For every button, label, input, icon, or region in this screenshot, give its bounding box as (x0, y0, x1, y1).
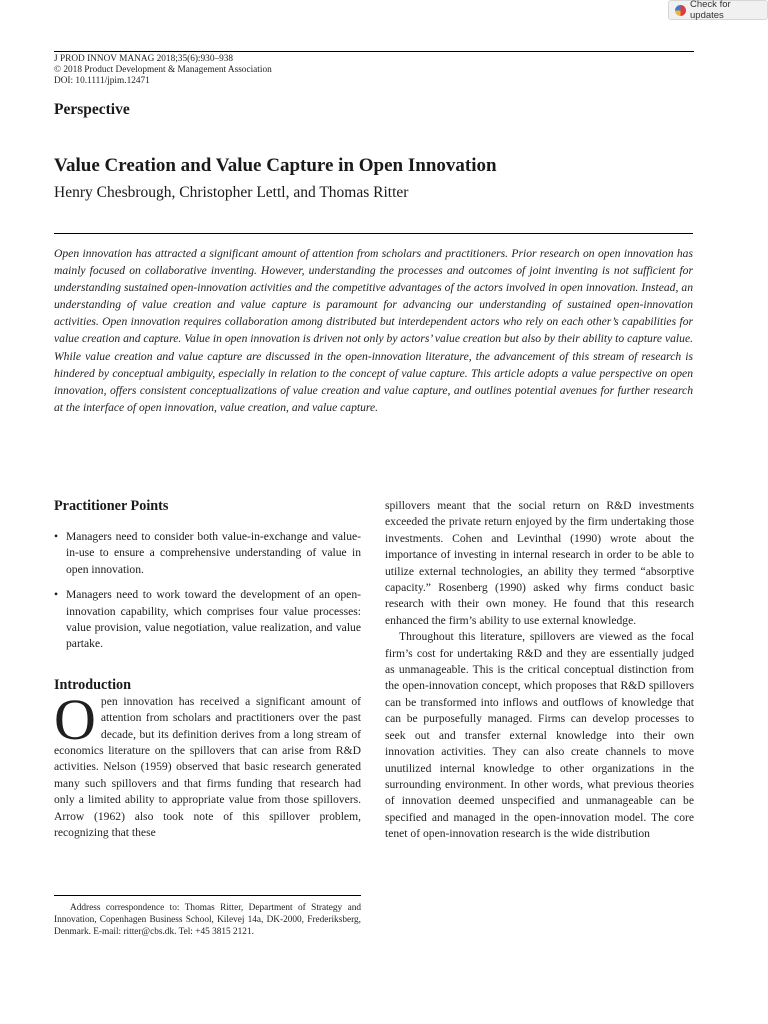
right-column (385, 498, 694, 843)
bullet-icon: • (54, 588, 59, 602)
paper-authors: Henry Chesbrough, Christopher Lettl, and Thomas Ritter (54, 184, 409, 201)
footnote-text: Address correspondence to: Thomas Ritter, Department of Strategy and Innovation, Copenhagen Business School, Kilevej 14a, DK-2000, Frederiksberg, Denmark. E-mail: ritter@cbs.dk. Tel: +45 3815 2121. (54, 903, 361, 938)
practitioner-point-text: Managers need to consider both value-in-exchange and value-in-use to ensure a comprehensive understanding of value in open innovation. (66, 530, 361, 576)
journal-copyright: © 2018 Product Development & Management Association (54, 65, 272, 75)
list-item (54, 587, 361, 653)
bullet-icon: • (54, 530, 59, 543)
body-paragraph: Throughout this literature, spillovers are viewed as the focal firm’s cost for undertaking R&D and they are essentially judged as unmanageable. This is the critical conceptual distinction from the open-innovation concept, which proposes that R&D spillovers can be transformed into inflows and outflows of knowledge that can be purposefully managed. Firms can develop processes to seek out and transfer external knowledge into their own innovation activities. They can also create channels to move unutilized internal knowledge to other organizations in the surrounding environment. In other words, what previous theories of innovation deemed unspecified and unmanageable can be specified and managed in the open-innovation model. The core tenet of open-innovation research is the wide distribution (385, 630, 694, 841)
practitioner-points-heading: Practitioner Points (54, 498, 169, 514)
introduction-paragraph (54, 686, 361, 842)
check-for-updates-button[interactable] (668, 0, 768, 20)
introduction-heading: Introduction (54, 676, 131, 693)
introduction-text: pen innovation has received a significant amount of attention from scholars and practitioners over the past decade, but its definition derives from a long stream of economics literature on the spillovers that can arise from R&D activities. Nelson (1959) observed that basic research generated many such spillovers and that firms funding that research had only a limited ability to appropriate value from those spillovers. Arrow (1962) also took note of this spillover problem, recognizing that these (54, 694, 361, 840)
left-column (54, 498, 361, 842)
section-label: Perspective (54, 101, 130, 118)
drop-cap: O (54, 686, 96, 752)
practitioner-point-text: Managers need to work toward the development of an open-innovation capability, which comprises four value processes: value provision, value negotiation, value realization, and value partake. (66, 588, 361, 651)
list-item (54, 529, 361, 578)
journal-doi: DOI: 10.1111/jpim.12471 (54, 76, 150, 86)
journal-header (54, 51, 694, 87)
correspondence-footnote (54, 895, 361, 939)
journal-citation: J PROD INNOV MANAG 2018;35(6):930–938 (54, 54, 234, 64)
paper-title: Value Creation and Value Capture in Open Innovation (54, 155, 497, 176)
practitioner-points-list (54, 529, 361, 653)
check-for-updates-label: Check for updates (690, 0, 731, 21)
abstract: Open innovation has attracted a significant amount of attention from scholars and practitioners. Prior research on open innovation has mainly focused on collaborative inventing. However, understanding the processes and outcomes of joint inventing is not sufficient for understanding sustained open-innovation activities and the competitive advantages of the actors involved in open innovation. Instead, an understanding of value creation and value capture is paramount for advancing our understanding of sustained open-innovation activities. Open innovation requires collaboration among distributed but interdependent actors who rely on each other’s capabilities for value creation and capture. Value in open innovation is driven not only by actors’ value creation but also by their ability to capture value. While value creation and value capture are discussed in the open-innovation literature, the advancement of this stream of research is hindered by conceptual ambiguity, especially in relation to the concept of value capture. This article adopts a value perspective on open innovation, offers consistent conceptualizations of value creation and value capture, and outlines potential avenues for further research at the interface of open innovation, value creation, and value capture. (54, 233, 693, 416)
check-for-updates-icon (675, 5, 686, 16)
body-paragraph: spillovers meant that the social return on R&D investments exceeded the private return enjoyed by the firm undertaking those investments. Cohen and Levinthal (1990) wrote about the importance of investing in internal research in order to be able to utilize external technologies, an ability they termed “absorptive capacity.” Rosenberg (1990) asked why firms conduct basic research with their own money. He found that this research enhanced the firm’s ability to use external knowledge. (385, 499, 694, 627)
